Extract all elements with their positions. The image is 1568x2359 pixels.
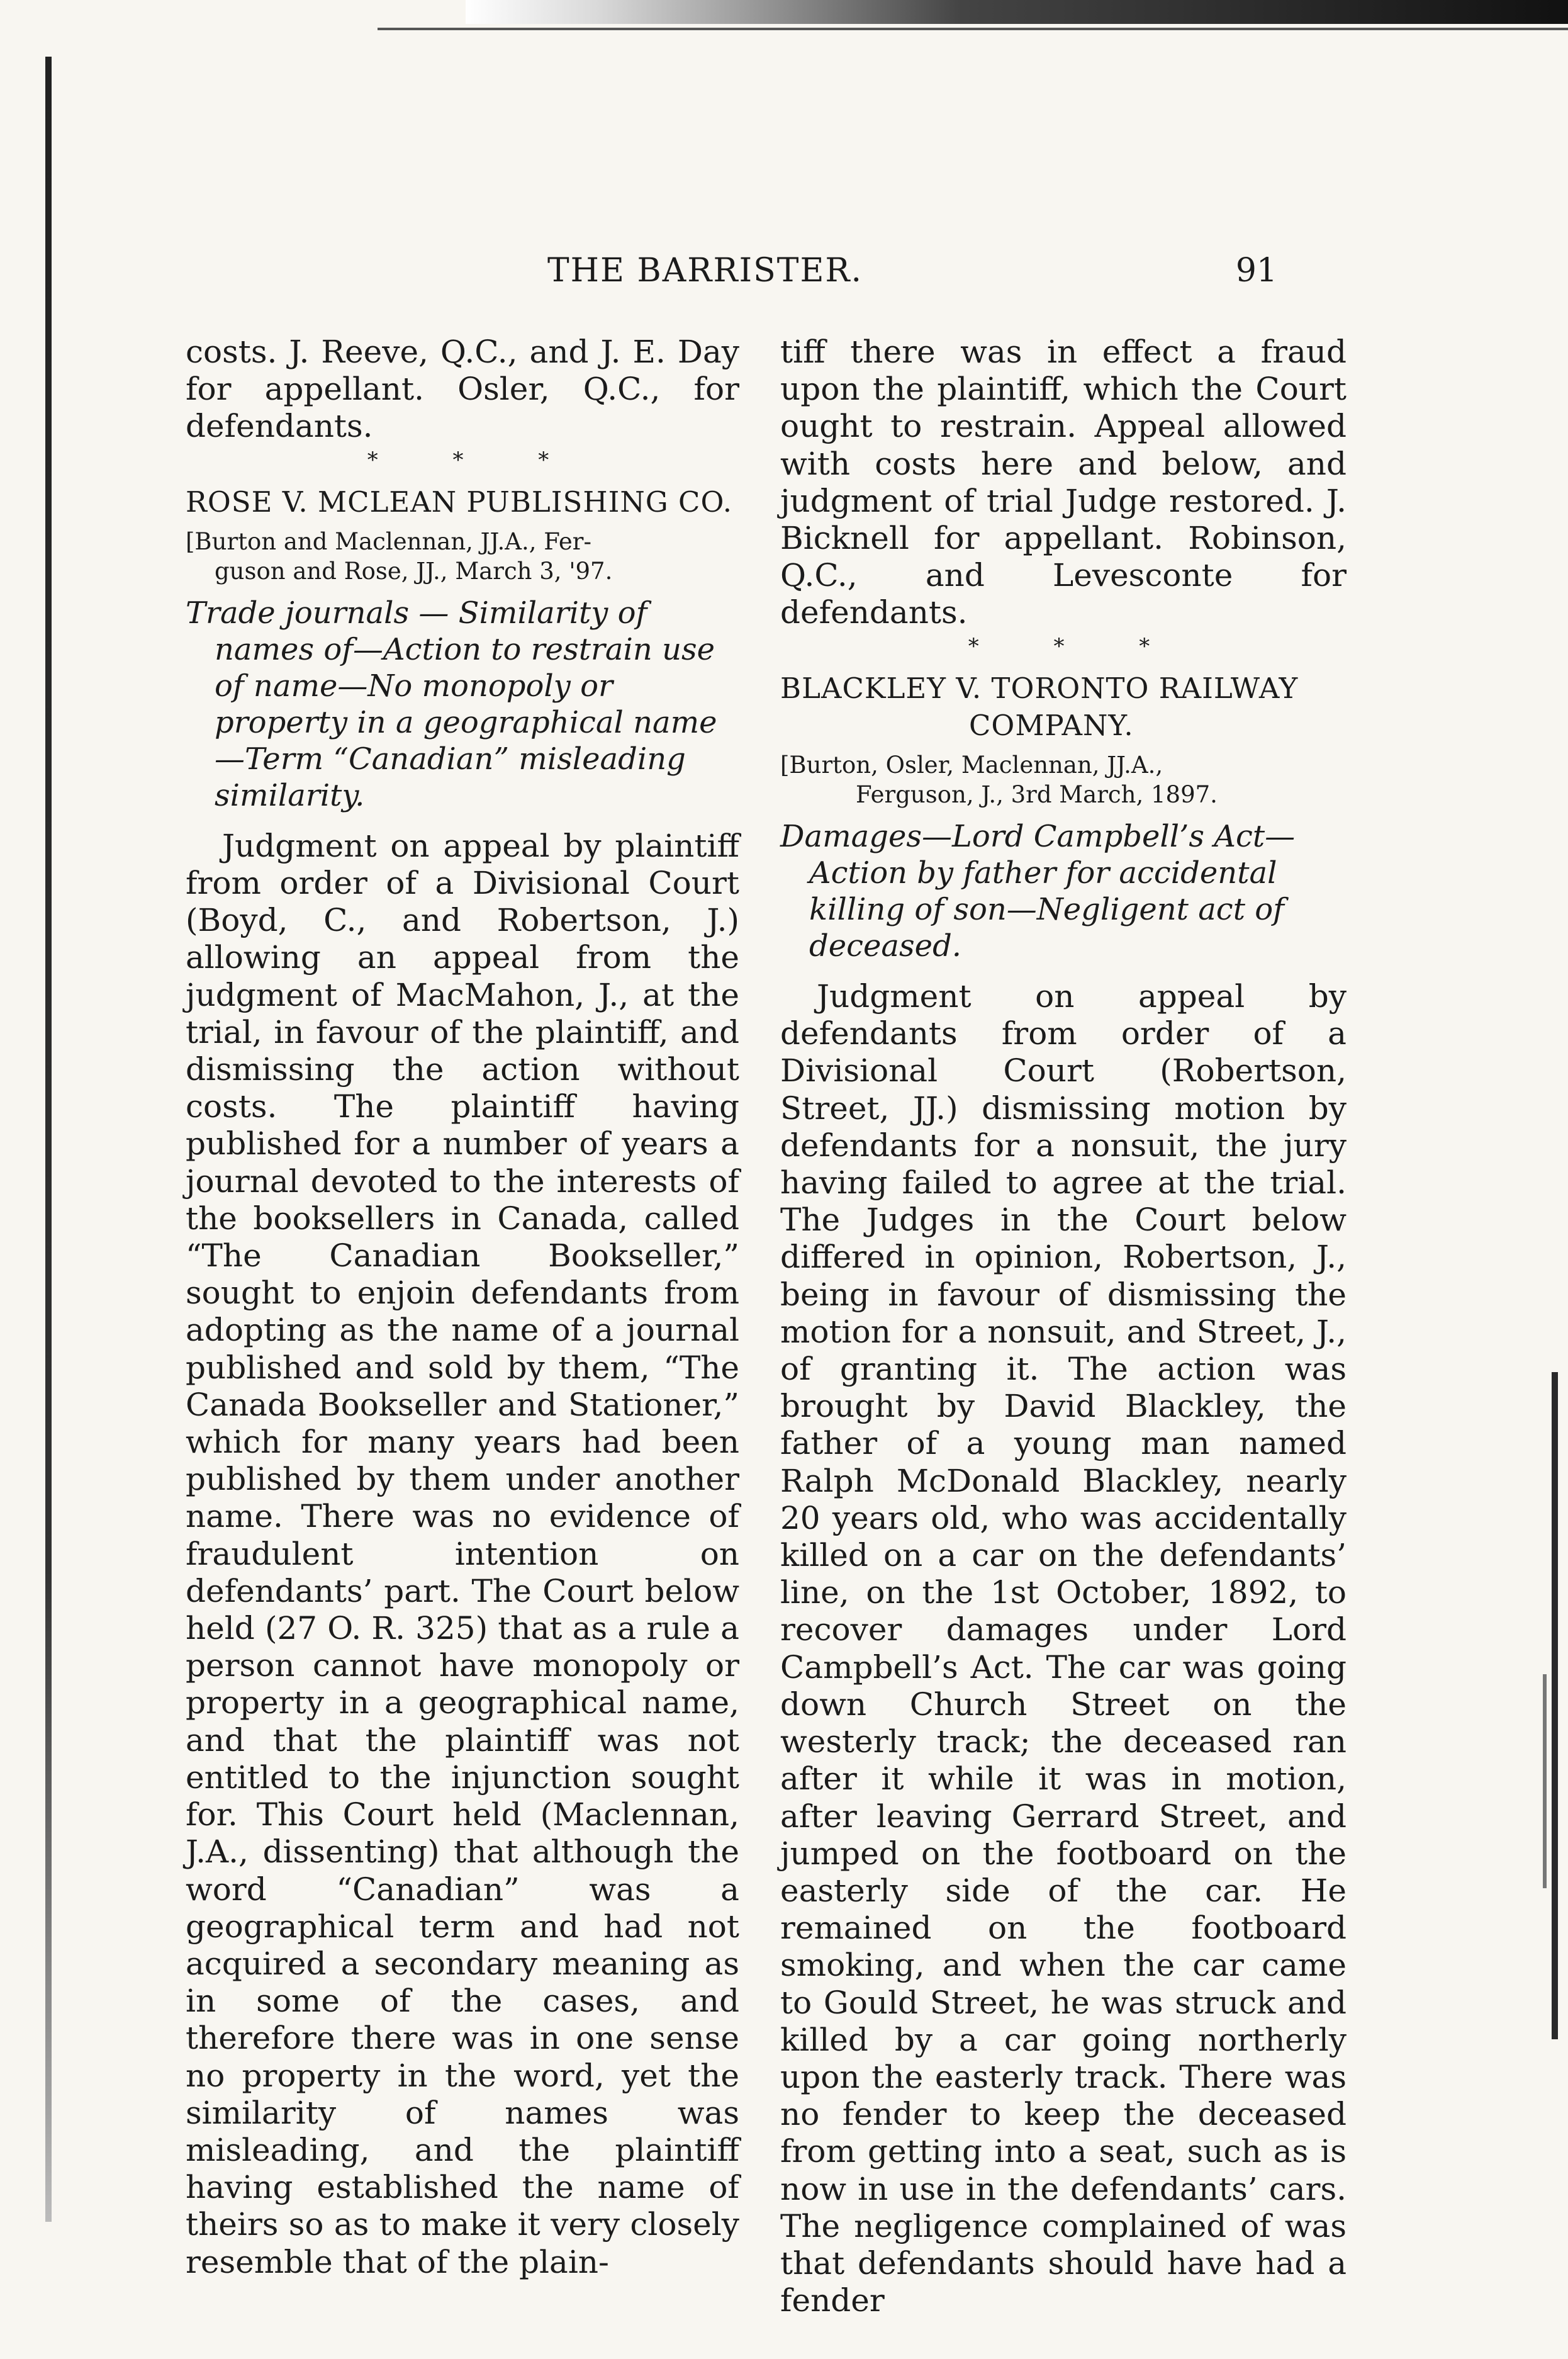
right-column-continuation: tiff there was in effect a fraud upon the plaintiff, which the Court ought to restrain. Appeal allowed with costs here and below, and judgment of trial Judge restored. J. Bicknell for appellant. Robinson, Q.C., and Levesconte for defendants. [780,334,1347,631]
case-title [780,670,1347,744]
headnote-first: Damages—Lord Campbell’s Act— [780,819,1296,855]
section-separator: * * * [968,633,1184,659]
left-column-opening: costs. J. Reeve, Q.C., and J. E. Day for appellant. Osler, Q.C., for defendants. [186,334,739,445]
section-separator: * * * [367,447,583,473]
case-title: ROSE V. MCLEAN PUBLISHING CO. [186,485,733,519]
case-title-line-2: COMPANY. [969,708,1134,742]
headnote [780,818,1347,964]
scan-artifact-right-edge [1552,1372,1558,2039]
page-number: 91 [1235,252,1277,290]
bench-line [780,750,1347,809]
scan-artifact-top-line [378,28,1568,30]
bench-line-2: guson and Rose, JJ., March 3, '97. [215,557,613,585]
left-column [186,334,739,2281]
headnote-rest: Action by father for accidental killing of son—Negligent act of deceased. [809,855,1284,964]
case-body: Judgment on appeal by defendants from order of a Divisional Court (Robertson, Street, JJ.) dismissing motion by defendants for a nonsuit, the jury having failed to agree at the trial. The Judges in the Court below differed in opinion, Robertson, J., being in favour of dismissing the motion for a nonsuit, and Street, J., of granting it. The action was brought by David Blackley, the father of a young man named Ralph McDonald Blackley, nearly 20 years old, who was accidentally killed on a car on the defendants’ line, on the 1st October, 1892, to recover damages under Lord Campbell’s Act. The car was going down Church Street on the westerly track; the deceased ran after it while it was in motion, after leaving Gerrard Street, and jumped on the footboard on the easterly side of the car. He remained on the footboard smoking, and when the car came to Gould Street, he was struck and killed by a car going northerly upon the easterly track. There was no fender to keep the deceased from getting into a seat, such as is now in use in the defendants’ cars. The negligence complained of was that defendants should have had a fender [780,978,1347,2319]
scan-artifact-left-margin [45,57,52,2222]
scan-artifact-top-bar [466,0,1568,24]
case-body: Judgment on appeal by plaintiff from order of a Divisional Court (Boyd, C., and Robertson, J.) allowing an appeal from the judgment of MacMahon, J., at the trial, in favour of the plaintiff, and dismissing the action without costs. The plaintiff having published for a number of years a journal devoted to the interests of the booksellers in Canada, called “The Canadian Bookseller,” sought to enjoin defendants from adopting as the name of a journal published and sold by them, “The Canada Bookseller and Stationer,” which for many years had been published by them under another name. There was no evidence of fraudulent intention on defendants’ part. The Court below held (27 O. R. 325) that as a rule a person cannot have monopoly or property in a geographical name, and that the plaintiff was not entitled to the injunction sought for. This Court held (Maclennan, J.A., dissenting) that although the word “Canadian” was a geographical term and had not acquired a secondary meaning as in some of the cases, and therefore there was in one sense no property in the word, yet the similarity of names was misleading, and the plaintiff having established the name of theirs so as to make it very closely resemble that of the plain- [186,827,739,2280]
bench-line-1: [Burton and Maclennan, JJ.A., Fer- [186,527,591,555]
headnote-rest: names of—Action to restrain use of name—No monopoly or property in a geographical name —Term “Canadian” misleading similarity. [215,631,717,813]
case-title-line-1: BLACKLEY V. TORONTO RAILWAY [780,671,1299,705]
bench-line-1: [Burton, Osler, Maclennan, JJ.A., [780,752,1163,779]
page-header [170,252,1277,302]
scan-artifact-right-edge-faint [1543,1674,1547,1888]
headnote-first: Trade journals — Similarity of [186,595,647,631]
bench-line-2: Ferguson, J., 3rd March, 1897. [856,781,1218,809]
headnote [186,595,739,814]
right-column [780,334,1347,2319]
running-head: THE BARRISTER. [547,252,863,290]
bench-line [186,527,739,586]
